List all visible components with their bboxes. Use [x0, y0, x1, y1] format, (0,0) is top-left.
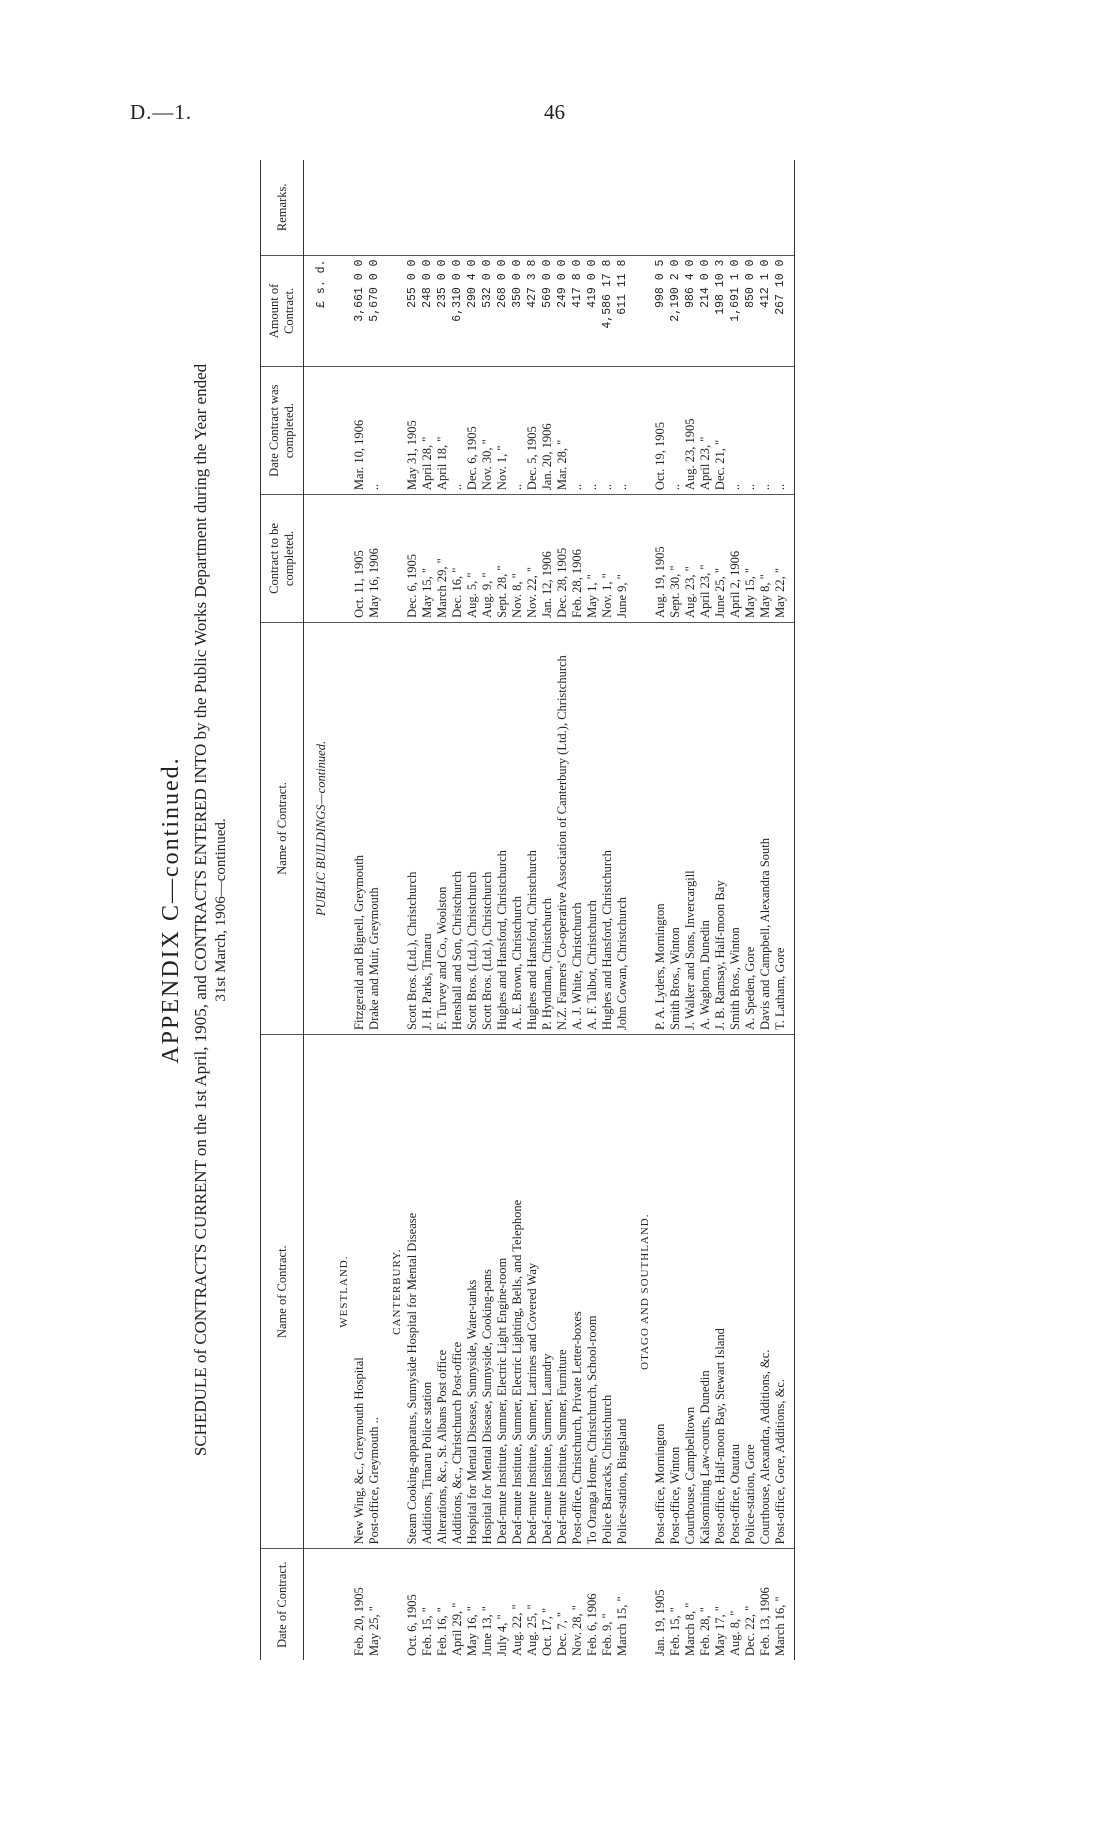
contract-date-cell: April 29, ": [450, 1602, 464, 1656]
group-heading-row: [382, 160, 405, 1660]
remarks-cell: [743, 160, 758, 255]
contractor-cell: Hughes and Hansford, Christchurch: [600, 622, 615, 1034]
contract-date-cell: Feb. 28, ": [698, 1607, 712, 1656]
to-complete-cell: May 1, ": [585, 495, 600, 623]
amount-cell: 6,310 0 0: [450, 255, 465, 367]
table-row: [420, 160, 435, 1660]
contract-name-cell: To Oranga Home, Christchurch, School-room: [585, 1034, 600, 1548]
to-complete-cell: Aug. 5, ": [465, 495, 480, 623]
contractor-cell: Hughes and Hansford, Christchurch: [525, 622, 540, 1034]
table-row: [525, 160, 540, 1660]
remarks-cell: [683, 160, 698, 255]
contract-date-cell: March 15, ": [615, 1596, 629, 1656]
table-header-row: [261, 160, 304, 1660]
table-row: [510, 160, 525, 1660]
table-row: [435, 160, 450, 1660]
col-header-date: Date of Contract.: [261, 1549, 304, 1660]
empty-cell: [329, 495, 352, 623]
to-complete-cell: Aug. 9, ": [480, 495, 495, 623]
to-complete-cell: Sept. 28, ": [495, 495, 510, 623]
contract-date-cell: May 16, ": [465, 1606, 479, 1656]
contract-date-cell: Dec. 7, ": [555, 1612, 569, 1656]
to-complete-cell: Dec. 28, 1905: [555, 495, 570, 623]
completed-cell: Oct. 19, 1905: [653, 367, 668, 495]
remarks-cell: [600, 160, 615, 255]
contract-date-cell: March 16, ": [773, 1549, 795, 1660]
completed-cell: Dec. 21, ": [713, 367, 728, 495]
amount-units: £ s. d.: [304, 255, 330, 367]
contract-date-cell: June 13, ": [480, 1606, 494, 1656]
remarks-cell: [773, 160, 795, 255]
table-row: [600, 160, 615, 1660]
remarks-cell: [450, 160, 465, 255]
remarks-cell: [480, 160, 495, 255]
contract-date-cell: Aug. 22, ": [510, 1604, 524, 1656]
contract-date-cell: May 17, ": [713, 1606, 727, 1656]
contract-name-cell: New Wing, &c., Greymouth Hospital: [352, 1034, 367, 1548]
to-complete-cell: June 25, ": [713, 495, 728, 623]
contract-name-cell: Deaf-mute Institute, Sumner, Furniture: [555, 1034, 570, 1548]
table-row: [728, 160, 743, 1660]
empty-cell: [382, 255, 405, 367]
completed-cell: April 28, ": [420, 367, 435, 495]
document-reference: D.—1.: [130, 100, 193, 124]
empty-cell: [329, 255, 352, 367]
completed-cell: Dec. 5, 1905: [525, 367, 540, 495]
completed-cell: Nov. 30, ": [480, 367, 495, 495]
contract-date-cell: Dec. 22, ": [743, 1605, 757, 1656]
contractor-cell: Hughes and Hansford, Christchurch: [495, 622, 510, 1034]
contractor-cell: F. Turvey and Co., Woolston: [435, 622, 450, 1034]
amount-cell: 998 0 5: [653, 255, 668, 367]
completed-cell: ..: [450, 367, 465, 495]
amount-cell: 198 10 3: [713, 255, 728, 367]
completed-cell: ..: [773, 367, 795, 495]
amount-cell: 611 11 8: [615, 255, 630, 367]
contract-name-cell: Post-office, Winton: [668, 1034, 683, 1548]
contractor-cell: Fitzgerald and Bignell, Greymouth: [352, 622, 367, 1034]
contractor-cell: T. Latham, Gore: [773, 622, 795, 1034]
to-complete-cell: Nov. 8, ": [510, 495, 525, 623]
remarks-cell: [540, 160, 555, 255]
table-row: [480, 160, 495, 1660]
contract-name-cell: Post-office, Greymouth ..: [367, 1034, 382, 1548]
contract-name-cell: Post-office, Gore, Additions, &c.: [773, 1034, 795, 1548]
contract-date-cell: Aug. 25, ": [525, 1604, 539, 1656]
contract-date-cell: Oct. 6, 1905: [405, 1594, 419, 1656]
completed-cell: ..: [367, 367, 382, 495]
table-row: [585, 160, 600, 1660]
remarks-cell: [465, 160, 480, 255]
schedule-title-line1: SCHEDULE of CONTRACTS CURRENT on the 1st April, 1905, and CONTRACTS ENTERED INTO by the Public Works Department during the Year ended: [191, 363, 210, 1457]
contractor-cell: A. F. Talbot, Christchurch: [585, 622, 600, 1034]
table-row: [405, 160, 420, 1660]
to-complete-cell: Dec. 16, ": [450, 495, 465, 623]
contract-date-cell: Jan. 19, 1905: [653, 1589, 667, 1656]
remarks-cell: [713, 160, 728, 255]
amount-cell: 986 4 0: [683, 255, 698, 367]
contract-date-cell: Feb. 20, 1905: [352, 1587, 366, 1656]
contractor-cell: A. Waghorn, Dunedin: [698, 622, 713, 1034]
remarks-cell: [420, 160, 435, 255]
table-row: [570, 160, 585, 1660]
to-complete-cell: June 9, ": [615, 495, 630, 623]
contract-date-cell: Oct. 17, ": [540, 1607, 554, 1656]
contract-date-cell: Feb. 16, ": [435, 1607, 449, 1656]
remarks-cell: [585, 160, 600, 255]
contract-date-cell: March 8, ": [683, 1602, 697, 1656]
contract-name-cell: Post-office, Otautau: [728, 1034, 743, 1548]
contractor-cell: J. H. Parks, Timaru: [420, 622, 435, 1034]
to-complete-cell: Feb. 28, 1906: [570, 495, 585, 623]
col-header-to-complete: Contract to be completed.: [261, 495, 304, 623]
to-complete-cell: April 2, 1906: [728, 495, 743, 623]
completed-cell: ..: [585, 367, 600, 495]
rotated-schedule-sheet: [150, 160, 970, 1660]
completed-cell: ..: [728, 367, 743, 495]
amount-cell: 419 0 0: [585, 255, 600, 367]
completed-cell: April 23, ": [698, 367, 713, 495]
table-row: [352, 160, 367, 1660]
table-row: [367, 160, 382, 1660]
contract-name-cell: Deaf-mute Institute, Sumner, Latrines and Covered Way: [525, 1034, 540, 1548]
remarks-cell: [758, 160, 773, 255]
completed-cell: Nov. 1, ": [495, 367, 510, 495]
contractor-cell: P. A. Lyders, Mornington: [653, 622, 668, 1034]
remarks-cell: [510, 160, 525, 255]
table-row: [450, 160, 465, 1660]
contractor-cell: Scott Bros. (Ltd.), Christchurch: [480, 622, 495, 1034]
contract-name-cell: Alterations, &c., St. Albans Post office: [435, 1034, 450, 1548]
amount-cell: 532 0 0: [480, 255, 495, 367]
remarks-cell: [698, 160, 713, 255]
contract-date-cell: Feb. 9, ": [600, 1613, 614, 1656]
to-complete-cell: March 29, ": [435, 495, 450, 623]
empty-cell: [630, 367, 653, 495]
contractor-cell: A. J. White, Christchurch: [570, 622, 585, 1034]
contract-name-cell: Kalsomining Law-courts, Dunedin: [698, 1034, 713, 1548]
contractor-cell: P. Hyndman, Christchurch: [540, 622, 555, 1034]
contract-name-cell: Police Barracks, Christchurch: [600, 1034, 615, 1548]
completed-cell: Jan. 20, 1906: [540, 367, 555, 495]
amount-cell: 248 0 0: [420, 255, 435, 367]
contractor-cell: Drake and Muir, Greymouth: [367, 622, 382, 1034]
table-row: [668, 160, 683, 1660]
completed-cell: Dec. 6, 1905: [465, 367, 480, 495]
contractor-cell: N.Z. Farmers' Co-operative Association of Canterbury (Ltd.), Christchurch: [555, 622, 570, 1034]
col-header-name: Name of Contract.: [261, 1034, 304, 1548]
completed-cell: ..: [668, 367, 683, 495]
table-row: [465, 160, 480, 1660]
empty-cell: [382, 495, 405, 623]
remarks-cell: [653, 160, 668, 255]
empty-cell: [630, 622, 653, 1034]
contractor-cell: Smith Bros., Winton: [728, 622, 743, 1034]
amount-cell: 214 0 0: [698, 255, 713, 367]
contract-date-cell: Feb. 15, ": [420, 1607, 434, 1656]
contract-name-cell: Deaf-mute Institute, Sumner, Electric Lighting, Bells, and Telephone: [510, 1034, 525, 1548]
table-row: [758, 160, 773, 1660]
empty-cell: [630, 1549, 653, 1660]
completed-cell: ..: [600, 367, 615, 495]
contractor-cell: Henshall and Son, Christchurch: [450, 622, 465, 1034]
contract-name-cell: Courthouse, Campbelltown: [683, 1034, 698, 1548]
contract-name-cell: Police-station, Bingsland: [615, 1034, 630, 1548]
section-row: [304, 160, 330, 1660]
to-complete-cell: Sept. 30, ": [668, 495, 683, 623]
col-header-amount: Amount of Contract.: [261, 255, 304, 367]
to-complete-cell: Oct. 11, 1905: [352, 495, 367, 623]
table-row: [698, 160, 713, 1660]
contract-name-cell: Courthouse, Alexandra, Additions, &c.: [758, 1034, 773, 1548]
to-complete-cell: May 8, ": [758, 495, 773, 623]
table-row: [743, 160, 758, 1660]
empty-cell: [382, 367, 405, 495]
remarks-cell: [367, 160, 382, 255]
table-row: [555, 160, 570, 1660]
col-header-completed: Date Contract was completed.: [261, 367, 304, 495]
contract-name-cell: Post-office, Mornington: [653, 1034, 668, 1548]
remarks-cell: [352, 160, 367, 255]
empty-cell: [329, 160, 352, 255]
table-row: [540, 160, 555, 1660]
group-heading: WESTLAND.: [329, 1034, 352, 1548]
col-header-contractor: Name of Contract.: [261, 622, 304, 1034]
remarks-cell: [555, 160, 570, 255]
table-row: [495, 160, 510, 1660]
amount-cell: 850 0 0: [743, 255, 758, 367]
page-number: 46: [544, 100, 565, 124]
amount-cell: 3,661 0 0: [352, 255, 367, 367]
to-complete-cell: May 16, 1906: [367, 495, 382, 623]
empty-cell: [630, 160, 653, 255]
appendix-title: APPENDIX C—continued.: [158, 756, 184, 1064]
schedule-title-line2: 31st March, 1906—continued.: [213, 818, 229, 1002]
contract-date-cell: Feb. 13, 1906: [758, 1587, 772, 1656]
to-complete-cell: April 23, ": [698, 495, 713, 623]
contractor-cell: Scott Bros. (Ltd.), Christchurch: [405, 622, 420, 1034]
table-row: [615, 160, 630, 1660]
amount-cell: 5,670 0 0: [367, 255, 382, 367]
to-complete-cell: Dec. 6, 1905: [405, 495, 420, 623]
table-row: [773, 160, 795, 1660]
amount-cell: 569 0 0: [540, 255, 555, 367]
contract-name-cell: Police-station, Gore: [743, 1034, 758, 1548]
contract-name-cell: Steam Cooking-apparatus, Sunnyside Hospital for Mental Disease: [405, 1034, 420, 1548]
to-complete-cell: May 15, ": [743, 495, 758, 623]
contracts-table: [260, 160, 795, 1660]
contract-date-cell: Feb. 15, ": [668, 1607, 682, 1656]
contractor-cell: John Cowan, Christchurch: [615, 622, 630, 1034]
contract-name-cell: Deaf-mute Institute, Sumner, Electric Light Engine-room: [495, 1034, 510, 1548]
amount-cell: 412 1 0: [758, 255, 773, 367]
contract-name-cell: Post-office, Half-moon Bay, Stewart Island: [713, 1034, 728, 1548]
amount-cell: 268 0 0: [495, 255, 510, 367]
empty-cell: [630, 255, 653, 367]
remarks-cell: [405, 160, 420, 255]
contract-name-cell: Hospital for Mental Disease, Sunnyside, Water-tanks: [465, 1034, 480, 1548]
empty-cell: [630, 495, 653, 623]
group-heading-row: [329, 160, 352, 1660]
amount-cell: 350 0 0: [510, 255, 525, 367]
completed-cell: ..: [758, 367, 773, 495]
amount-cell: 235 0 0: [435, 255, 450, 367]
amount-cell: 290 4 0: [465, 255, 480, 367]
table-row: [683, 160, 698, 1660]
completed-cell: May 31, 1905: [405, 367, 420, 495]
completed-cell: ..: [615, 367, 630, 495]
contract-name-cell: Hospital for Mental Disease, Sunnyside, Cooking-pans: [480, 1034, 495, 1548]
group-heading: CANTERBURY.: [382, 1034, 405, 1548]
contractor-cell: A. Speden, Gore: [743, 622, 758, 1034]
contract-date-cell: Nov. 28, ": [570, 1605, 584, 1656]
contract-name-cell: Additions, &c., Christchurch Post-office: [450, 1034, 465, 1548]
col-header-remarks: Remarks.: [261, 160, 304, 255]
completed-cell: Aug. 23, 1905: [683, 367, 698, 495]
contractor-cell: J. B. Ramsay, Half-moon Bay: [713, 622, 728, 1034]
to-complete-cell: Aug. 23, ": [683, 495, 698, 623]
remarks-cell: [495, 160, 510, 255]
completed-cell: ..: [510, 367, 525, 495]
table-row: [653, 160, 668, 1660]
amount-cell: 1,691 1 0: [728, 255, 743, 367]
table-row: [713, 160, 728, 1660]
contract-date-cell: May 25, ": [367, 1606, 381, 1656]
contract-name-cell: Post-office, Christchurch, Private Letter-boxes: [570, 1034, 585, 1548]
remarks-cell: [668, 160, 683, 255]
contractor-cell: Scott Bros. (Ltd.), Christchurch: [465, 622, 480, 1034]
amount-cell: 267 10 0: [773, 255, 795, 367]
to-complete-cell: Nov. 1, ": [600, 495, 615, 623]
empty-cell: [382, 1549, 405, 1660]
amount-cell: 249 0 0: [555, 255, 570, 367]
completed-cell: Mar. 10, 1906: [352, 367, 367, 495]
contractor-cell: A. E. Brown, Christchurch: [510, 622, 525, 1034]
contract-date-cell: July 4, ": [495, 1614, 509, 1656]
remarks-cell: [570, 160, 585, 255]
completed-cell: April 18, ": [435, 367, 450, 495]
to-complete-cell: Aug. 19, 1905: [653, 495, 668, 623]
group-heading-row: [630, 160, 653, 1660]
completed-cell: Mar. 28, ": [555, 367, 570, 495]
contract-name-cell: Deaf-mute Institute, Sumner, Laundry: [540, 1034, 555, 1548]
completed-cell: ..: [570, 367, 585, 495]
amount-cell: 2,190 2 0: [668, 255, 683, 367]
contract-date-cell: Aug. 8, ": [728, 1610, 742, 1656]
empty-cell: [329, 1549, 352, 1660]
to-complete-cell: Jan. 12, 1906: [540, 495, 555, 623]
amount-cell: 4,586 17 8: [600, 255, 615, 367]
contractor-cell: Davis and Campbell, Alexandra South: [758, 622, 773, 1034]
contract-date-cell: Feb. 6, 1906: [585, 1593, 599, 1656]
to-complete-cell: May 22, ": [773, 495, 795, 623]
remarks-cell: [615, 160, 630, 255]
amount-cell: 417 8 0: [570, 255, 585, 367]
contractor-cell: Smith Bros., Winton: [668, 622, 683, 1034]
section-title: PUBLIC BUILDINGS—continued.: [304, 622, 330, 1034]
empty-cell: [382, 622, 405, 1034]
empty-cell: [329, 367, 352, 495]
completed-cell: ..: [743, 367, 758, 495]
amount-cell: 427 3 8: [525, 255, 540, 367]
to-complete-cell: May 15, ": [420, 495, 435, 623]
contract-name-cell: Additions, Timaru Police station: [420, 1034, 435, 1548]
remarks-cell: [728, 160, 743, 255]
remarks-cell: [435, 160, 450, 255]
table-body: [304, 160, 795, 1660]
contractor-cell: J. Walker and Sons, Invercargill: [683, 622, 698, 1034]
remarks-cell: [525, 160, 540, 255]
amount-cell: 255 0 0: [405, 255, 420, 367]
empty-cell: [329, 622, 352, 1034]
empty-cell: [382, 160, 405, 255]
group-heading: OTAGO AND SOUTHLAND.: [630, 1034, 653, 1548]
to-complete-cell: Nov. 22, ": [525, 495, 540, 623]
